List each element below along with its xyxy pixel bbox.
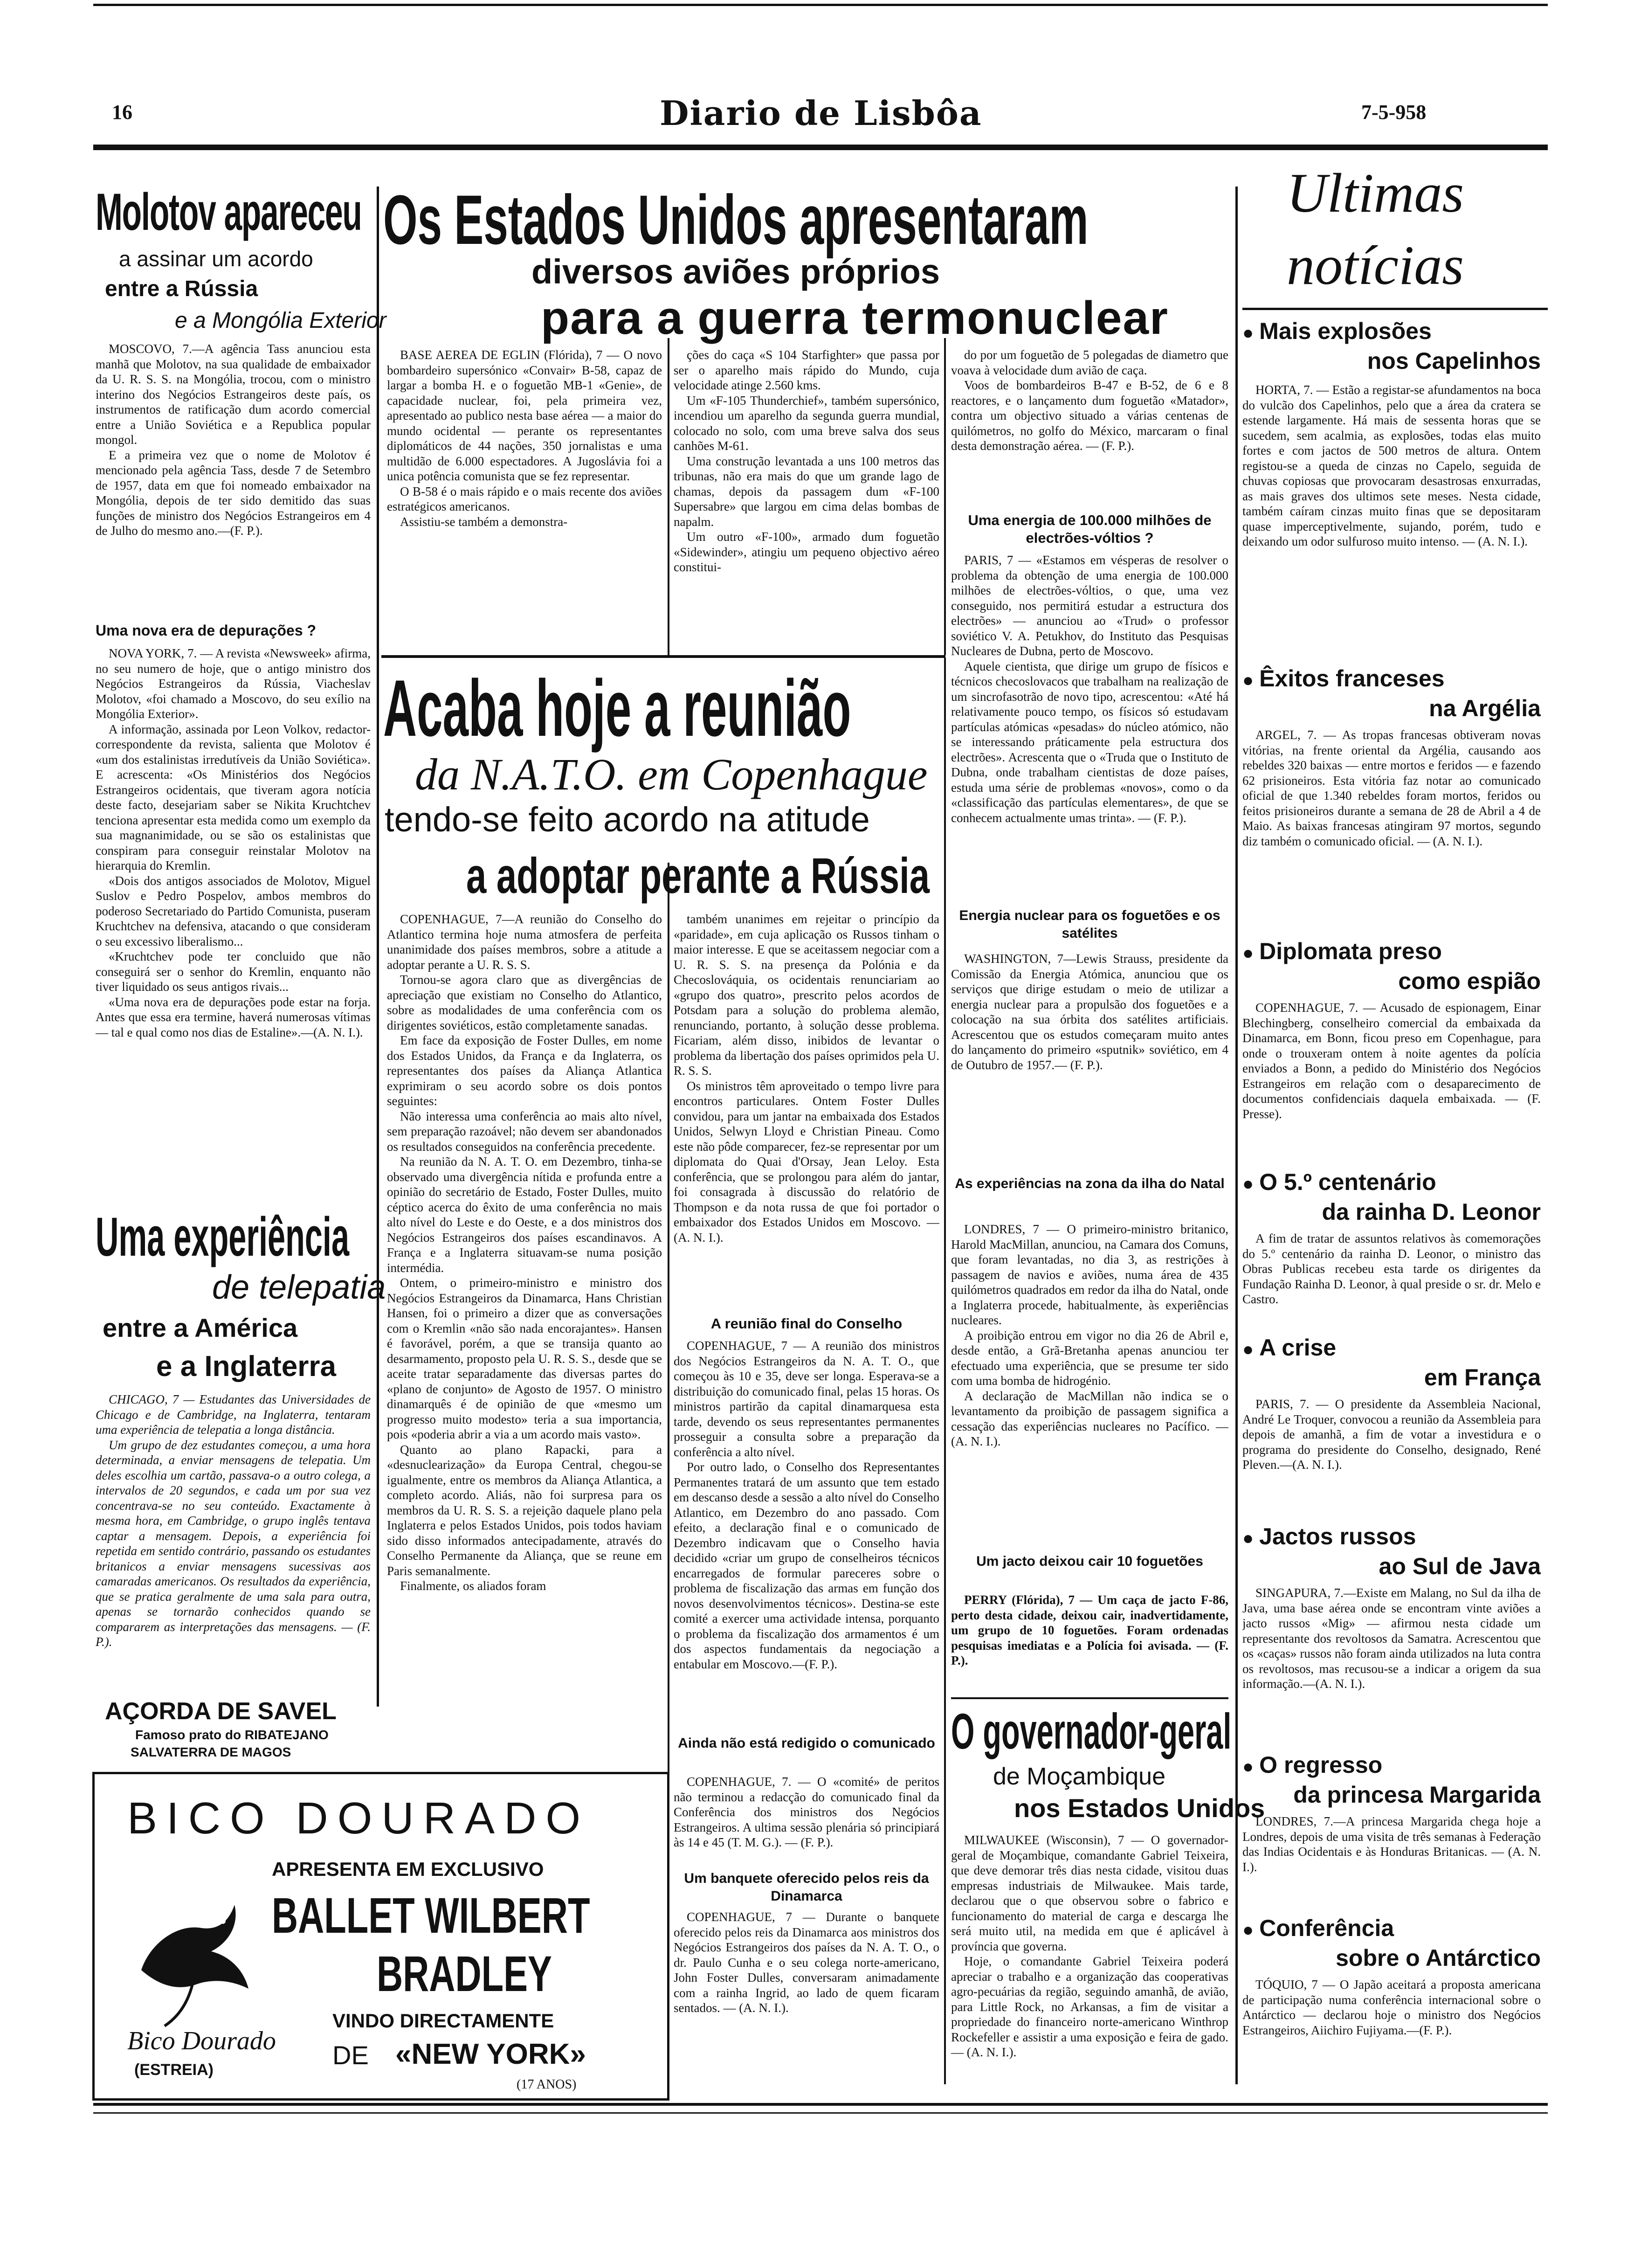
paragraph: Aquele cientista, que dirige um grupo de físicos e técnicos checoslovacos que trabalham na realização de um sincrofasotrão de novo tipo, acrescentou: «Até há relativamente pouco tempo, os físicos só estudavam partículas atómicas «pesadas» do núcleo atómico, não se interessando práticamente pela estructura dos electrões». Acrescenta que o «Truda que o Instituto de Dubna, onde trabalham cientistas de doze países, estuda uma série de problemas «novos», como o da «classificação das partículas elementares», de que se conhecem actualmente umas trinta». — (F. P.). (951, 659, 1228, 825)
column-rule (668, 863, 669, 1823)
paragraph: MILWAUKEE (Wisconsin), 7 — O governador-geral de Moçambique, comandante Gabriel Teixeira, que deve demorar três dias nesta cidade, visitou duas empresas industriais de Milwaukee. Mais tarde, declarou que o que observou sobre o fabrico e funcionamento do material de carga e descarga lhe será muito util, na medida em que é aplicável à província que governa. (951, 1833, 1228, 1953)
paragraph: COPENHAGUE, 7. — Acusado de espionagem, Einar Blechingberg, conselheiro comercial da embaixada da Dinamarca, em Bonn, ficou preso em Copenhague, para onde o trouxeram ontem à noite agentes da polícia enviados a Bonn, a pedido do Ministério dos Negócios Estrangeiros em relação com o desaparecimento de documentos confidenciais daquela embaixada. — (F. Presse). (1242, 1001, 1541, 1121)
news-heading (1242, 1334, 1541, 1391)
bullet-icon: ● (1242, 1174, 1254, 1194)
bico-dourado-ad (92, 1772, 669, 2101)
bico-ad-newyork: «NEW YORK» (395, 2038, 586, 2070)
telepatia-body (96, 1392, 371, 1672)
molotov-deck-1: a assinar um acordo (119, 247, 313, 271)
molotov-deck-2: entre a Rússia (105, 277, 258, 301)
paragraph: Quanto ao plano Rapacki, para a «desnuclearização» da Europa Central, chegou-se igualmente, entre os membros da Aliança Atlantica, a completo acordo. Aliás, não foi surpresa para os membros da U. R. S. S. a rejeição daquele plano pela Inglaterra e pelos Estados Unidos, pois todos haviam sido disso informados antecipadamente, através do Conselho Permanente da Aliança, que se reune em Paris semanalmente. (387, 1442, 662, 1578)
molotov-body (96, 341, 371, 607)
paragraph: Os ministros têm aproveitado o tempo livre para encontros particulares. Ontem Foster Dulles convidou, para um jantar na embaixada dos Estados Unidos, Selwyn Lloyd e Christian Pineau. Como este não pôde comparecer, fez-se representar por um diplomata do Quai d'Orsay, Jean Leloy. Esta conferência, que se prolongou para além do jantar, foi consagrada à discussão do relatório de Thompson e da nota russa de que foi portador o embaixador dos Estados Unidos em Moscovo. — (A. N. I.). (674, 1079, 939, 1245)
jacto-body (951, 1592, 1228, 1693)
natal-subhead: As experiências na zona da ilha do Natal (955, 1176, 1225, 1191)
paragraph: NOVA YORK, 7. — A revista «Newsweek» afirma, no seu numero de hoje, que o antigo ministro dos Negócios Estrangeiros da Rússia, Viacheslav Molotov, «foi chamado a Moscovo, do seu exílio na Mongólia Exterior». (96, 646, 371, 721)
paragraph: O B-58 é o mais rápido e o mais recente dos aviões estratégicos americanos. (387, 484, 662, 513)
paragraph: A fim de tratar de assuntos relativos às comemorações do 5.º centenário da rainha D. Leonor, o ministro das Obras Publicas recebeu esta tarde os dirigentes da Fundação Rainha D. Leonor, à qual preside o sr. dr. Melo e Castro. (1242, 1231, 1541, 1306)
paragraph: COPENHAGUE, 7—A reunião do Conselho do Atlantico termina hoje numa atmosfera de perfeita unanimidade dos países membros, sobre a atitude a adoptar perante a U. R. S. S. (387, 912, 662, 972)
paragraph: Tornou-se agora claro que as divergências de apreciação que existiam no Conselho do Atlantico, sobre as modalidades de uma conferência com os dirigentes soviéticos, estão completamente sanadas. (387, 973, 662, 1032)
news-body (1242, 1000, 1541, 1156)
nato-col-2d (674, 1909, 939, 2082)
eua-col-2 (674, 347, 939, 650)
energia-body (951, 553, 1228, 886)
savel-ad-line: SALVATERRA DE MAGOS (131, 1745, 291, 1759)
nato-col-2c (674, 1774, 939, 1867)
column-rule (944, 338, 946, 655)
telepatia-deck-3: e a Inglaterra (156, 1350, 336, 1383)
bullet-icon: ● (1242, 1920, 1254, 1940)
foguetoes-subhead: Energia nuclear para os foguetões e os satélites (959, 908, 1220, 941)
paragraph: Voos de bombardeiros B-47 e B-52, de 6 e 8 reactores, e o lançamento dum foguetão «Matador», contra um objectivo situado a várias centenas de quilómetros, no golfo do México, marcaram o final desta demonstração aérea. — (F. P.). (951, 378, 1228, 453)
news-heading-line: O 5.º centenário (1259, 1169, 1436, 1195)
nato-deck-1: da N.A.T.O. em Copenhague (415, 749, 928, 799)
nato-col-1 (387, 912, 662, 1774)
governador-body (951, 1832, 1228, 2080)
molotov-headline: Molotov apareceu (96, 183, 362, 241)
bullet-icon: ● (1242, 670, 1254, 691)
paragraph: Um grupo de dez estudantes começou, a uma hora determinada, a enviar mensagens de telepatia. Um deles escolhia um cartão, passava-o a outro colega, a intervalos de 20 segundos, e cada um por sua vez concentrava-se no seu conteúdo. Exactamente à mesma hora, em Cambridge, o grupo inglês tentava captar a mensagem. Depois, a experiência foi repetida em sentido contrário, passando os estudantes britanicos a enviar mensagens sucessivas aos camaradas americanos. Os resultados da experiência, que se pratica geralmente de uma sala para outra, apenas se tornarão conhecidos quando se compararem as interpretações das mensagens. — (F. P.). (96, 1438, 371, 1649)
savel-ad-title: AÇORDA DE SAVEL (105, 1698, 337, 1725)
bullet-icon: ● (1242, 1339, 1254, 1360)
issue-date: 7-5-958 (1361, 101, 1427, 124)
news-body (1242, 1977, 1541, 2084)
paragraph: Assistiu-se também a demonstra- (400, 514, 568, 529)
savel-ad-line: Famoso prato do RIBATEJANO (135, 1728, 329, 1742)
paragraph: Uma construção levantada a uns 100 metros das tribunas, não era mais do que um grande lago de chamas, depois da passagem dum «F-100 Supersabre» que largou em cima delas bombas de napalm. (674, 454, 939, 529)
bullet-icon: ● (1242, 1528, 1254, 1549)
news-heading-line: Conferência (1259, 1915, 1394, 1941)
top-rule (93, 4, 1548, 6)
paragraph: A proibição entrou em vigor no dia 26 de Abril e, desde então, a Grã-Bretanha apenas anunciou ter efectuado uma experiência, que se presume ter sido com uma bomba de hidrogénio. (951, 1328, 1228, 1388)
nato-headline: Acaba hoje a reunião (383, 664, 851, 753)
paragraph: MOSCOVO, 7.—A agência Tass anunciou esta manhã que Molotov, na sua qualidade de embaixador da U. R. S. S. na Mongólia, trocou, com o ministro interino dos Negócios Estrangeiros deste país, os instrumentos de ratificação dum acordo comercial entre a União Soviética e a Republica popular mongol. (96, 342, 371, 447)
telepatia-headline: Uma experiência (96, 1206, 350, 1268)
nato-deck-2: tendo-se feito acordo na atitude (385, 800, 870, 839)
natal-body (951, 1222, 1228, 1548)
eua-deck-2: para a guerra termonuclear (541, 292, 1169, 344)
paragraph: LONDRES, 7.—A princesa Margarida chega hoje a Londres, depois de uma visita de três semanas à Federação das Indias Ocidentais e às Honduras Britanicas. — (A. N. I.). (1242, 1814, 1541, 1874)
paragraph: A declaração de MacMillan não indica se o levantamento da proibição de passagem significa a cessação das experiências nucleares no Pacífico. — (A. N. I.). (951, 1389, 1228, 1448)
news-heading (1242, 1522, 1541, 1580)
news-body (1242, 382, 1541, 657)
news-heading-line: da rainha D. Leonor (1322, 1199, 1541, 1225)
paragraph: PARIS, 7 — «Estamos em vésperas de resolver o problema da obtenção de uma energia de 100.000 milhões de electrões-vóltios, o que, uma vez conseguido, nos permitirá estudar a estructura dos electrões» — anunciou ao «Trud» o professor soviético V. A. Petukhov, do Instituto das Pesquisas Nucleares de Dubna, perto de Moscovo. (951, 553, 1228, 658)
news-body (1242, 1231, 1541, 1334)
paragraph: Um outro «F-100», armado dum foguetão «Sidewinder», atingiu um pequeno objectivo aéreo constitui- (674, 530, 939, 574)
bico-ad-de: DE (332, 2040, 369, 2070)
news-heading-line: como espião (1398, 968, 1541, 994)
paragraph: COPENHAGUE, 7 — Durante o banquete oferecido pelos reis da Dinamarca aos ministros dos Negócios Estrangeiros dos países da N. A. T. O., o dr. Paulo Cunha e o seu colega norte-americano, John Foster Dulles, conversaram animadamente com a rainha Ingrid, ao lado de quem ficaram sentados. — (A. N. I.). (674, 1910, 939, 2015)
paragraph: WASHINGTON, 7—Lewis Strauss, presidente da Comissão da Energia Atómica, anunciou que os serviços que dirige estudam o meio de utilizar a energia nuclear para a propulsão dos foguetões e a colocação na sua órbita dos satélites artificiais. Acrescentou que os estudos começaram muito antes do lançamento do primeiro «sputnik» soviético, em 4 de Outubro de 1957.— (F. P.). (951, 952, 1228, 1072)
news-heading-line: O regresso (1259, 1752, 1383, 1778)
jacto-subhead: Um jacto deixou cair 10 foguetões (976, 1554, 1203, 1569)
paragraph: Não interessa uma conferência ao mais alto nível, sem preparação razoável; não devem ser abandonados os resultados conseguidos na conferência precedente. (387, 1109, 662, 1154)
bico-ad-logo-script: Bico Dourado (127, 2026, 276, 2055)
paragraph: COPENHAGUE, 7 — A reunião dos ministros dos Negócios Estrangeiros da N. A. T. O., que começou às 10 e 35, deve ser longa. Esperava-se a distribuição do comunicado final, pelas 15 horas. Os ministros partirão da capital dinamarquesa esta tarde, devendo os seus representantes permanentes prosseguir a consulta sobre a preparação da conferência a alto nível. (674, 1339, 939, 1459)
news-heading-line: em França (1424, 1364, 1541, 1390)
paragraph: Hoje, o comandante Gabriel Teixeira poderá apreciar o trabalho e a organização das cooperativas agro-pecuárias da região, seguindo amanhã, de avião, para Little Rock, no Arkansas, a fim de visitar a propriedade do financeiro norte-americano Winthrop Rockefeller e assistir a uma exposição e feira de gado. — (A. N. I.). (951, 1954, 1228, 2059)
paragraph: Finalmente, os aliados foram (400, 1579, 546, 1593)
eua-col-1 (387, 347, 662, 650)
molotov-subhead: Uma nova era de depurações ? (96, 622, 317, 639)
paragraph: COPENHAGUE, 7. — O «comité» de peritos não terminou a redacção do comunicado final da Conferência dos ministros dos Negócios Estrangeiros. A ultima sessão plenária só principiará às 14 e 45 (T. M. G.). — (F. P.). (674, 1775, 939, 1849)
ultimas-title-2: notícias (1287, 234, 1464, 296)
paragraph: «Kruchtchev pode ter concluido que não conseguirá ser o senhor do Kremlin, enquanto não tiver liquidado os seus antigos rivais... (96, 949, 371, 994)
eua-col-3 (951, 347, 1228, 508)
bico-ad-vindo: VINDO DIRECTAMENTE (332, 2010, 554, 2032)
paragraph: TÓQUIO, 7 — O Japão aceitará a proposta americana de participação numa conferência internacional sobre o Antárctico — declarou hoje o ministro dos Negócios Estrangeiros, Aiichiro Fujiyama.—(F. P.). (1242, 1978, 1541, 2037)
column-rule (668, 338, 669, 655)
paragraph: CHICAGO, 7 — Estudantes das Universidades de Chicago e de Cambridge, na Inglaterra, tentaram uma experiência de telepatia a longa distância. (96, 1392, 371, 1437)
column-rule (377, 187, 379, 1707)
eua-headline: Os Estados Unidos apresentaram (383, 180, 1089, 259)
foguetoes-body (951, 951, 1228, 1170)
paragraph: SINGAPURA, 7.—Existe em Malang, no Sul da ilha de Java, uma base aérea onde se encontram vinte aviões a jacto russos «Mig» — afirmou nesta cidade um representante dos revoltosos da Samatra. Acrescentou que os «caças» russos não foram ainda utilizados na luta contra os revoltosos, mas recusou-se a indicar a origem da sua informação.—(A. N. I.). (1242, 1586, 1541, 1691)
telepatia-deck-2: entre a América (103, 1313, 298, 1342)
bico-ad-title: BICO DOURADO (127, 1793, 590, 1843)
news-heading-line: Jactos russos (1259, 1523, 1416, 1549)
paragraph: do por um foguetão de 5 polegadas de diametro que voava à velocidade dum avião de caça. (951, 348, 1228, 377)
bico-ad-estreia: (ESTREIA) (134, 2061, 214, 2079)
nato-deck-3: a adoptar perante a Rússia (466, 847, 930, 904)
paragraph: «Dois dos antigos associados de Molotov, Miguel Suslov e Pedro Pospelov, ambos membros do poderoso Secretariado do Partido Comunista, puseram Kruchtchev na defensiva, atacando o que consideram o seu excessivo liberalismo... (96, 873, 371, 948)
news-body (1242, 1585, 1541, 1744)
governador-deck-2: nos Estados Unidos (1014, 1793, 1265, 1823)
paragraph: Um «F-105 Thunderchief», também supersónico, incendiou um aparelho da segunda guerra mundial, colocado no solo, com uma breve salva dos seus canhões M-61. (674, 393, 939, 453)
bullet-icon: ● (1242, 323, 1254, 343)
news-heading-line: sobre o Antárctico (1336, 1945, 1541, 1971)
paragraph: Ontem, o primeiro-ministro e ministro dos Negócios Estrangeiros da Dinamarca, Hans Christian Hansen, foi o primeiro a dizer que as conversações com o Kremlin «não são nada encorajantes». Hansen é favorável, porém, a que se transija quanto ao desarmamento, proposto pela U. R. S. S., desde que se aceite tratar separadamente das diversas partes do «plano de conjunto» de Agosto de 1957. O ministro dinamarquês é de opinião de que «mesmo um progresso muito modesto» teria a sua importancia, pois «poderia abrir a via a um acordo mais vasto». (387, 1276, 662, 1441)
governador-headline: O governador-geral (951, 1703, 1232, 1759)
telepatia-deck-1: de telepatia (212, 1269, 386, 1306)
bottom-rule (93, 2103, 1548, 2106)
news-heading-line: da princesa Margarida (1293, 1782, 1541, 1808)
news-body (1242, 1397, 1541, 1518)
column-rule (944, 657, 946, 2084)
paragraph: A informação, assinada por Leon Volkov, redactor-correspondente da revista, salienta que Molotov é «um dos estalinistas irredutíveis da União Soviética». E acrescenta: «Os Ministérios dos Negócios Estrangeiros ocidentais, que tiveram agora notícia deste facto, desejariam saber se Nikita Kruchtchev tenciona apresentar esta medida como um exemplo da sua magnanimidade, ou se são os estalinistas que conspiram para conseguir reinstalar Molotov na hierarquia do Kremlin. (96, 722, 371, 872)
paragraph: Em face da exposição de Foster Dulles, em nome dos Estados Unidos, da França e da Inglaterra, os representantes dos países da Aliança Atlantica exprimiram o seu acordo sobre os dois pontos seguintes: (387, 1033, 662, 1108)
news-body (1242, 1814, 1541, 1912)
news-heading (1242, 1751, 1541, 1809)
energia-subhead: Uma energia de 100.000 milhões de electrões-vóltios ? (968, 512, 1212, 546)
news-heading (1242, 664, 1541, 722)
masthead-rule (93, 145, 1548, 150)
paragraph: também unanimes em rejeitar o princípio da «paridade», em cuja aplicação os Russos tinham o maior interesse. E que se aceitassem negociar com a U. R. S. S. na presença da Polónia e da Checoslováquia, os ocidentais renunciariam ao «grupo dos quatro», prescrito pelos acordos de Potsdam para a solução do problema alemão, renunciando, portanto, à solução desse problema. Ficariam, além disso, inibidos de levantar o problema da libertação dos países oprimidos pela U. R. S. S. (674, 912, 939, 1078)
paragraph: Por outro lado, o Conselho dos Representantes Permanentes tratará de um assunto que tem estado em descanso desde a sessão a alto nível do Conselho Atlantico, em Dezembro do ano passado. Com efeito, a declaração final e o comunicado de Dezembro indicavam que o Conselho havia decidido «criar um grupo de conselheiros técnicos encarregados de formular pareceres sobre o problema de fiscalização das armas em função dos novos desenvolvimentos técnicos». Destina-se este comité a exercer uma actividade intensa, porquanto o problema da fiscalização dos armamentos é um dos aspectos fundamentais da negociação a entabular em Moscovo.—(F. P.). (674, 1460, 939, 1671)
paragraph: BASE AEREA DE EGLIN (Flórida), 7 — O novo bombardeiro supersónico «Convair» B-58, capaz de largar a bomba H. e o foguetão MB-1 «Genie», de capacidade nuclear, foi, pela primeira vez, apresentado ao publico nesta base aérea — a maior do mundo ocidental — perante os representantes diplomáticos de 44 nações, 350 jornalistas e uma multidão de 6.000 espectadores. A Jugoslávia foi a unica potência comunista que se fez representar. (387, 348, 662, 483)
news-heading-line: na Argélia (1429, 695, 1541, 721)
bullet-icon: ● (1242, 1756, 1254, 1777)
news-heading-line: nos Capelinhos (1367, 348, 1541, 374)
bottom-rule (93, 2112, 1548, 2114)
nato-subhead-final: A reunião final do Conselho (710, 1315, 903, 1332)
page-number: 16 (112, 101, 132, 124)
news-heading (1242, 1168, 1541, 1226)
paragraph: PERRY (Flórida), 7 — Um caça de jacto F-86, perto desta cidade, deixou cair, inadvertidamente, um grupo de 10 foguetões. Foram ordenadas pesquisas imediatas e a Polícia foi avisada. — (F. P.). (951, 1593, 1228, 1667)
paragraph: PARIS, 7. — O presidente da Assembleia Nacional, André Le Troquer, convocou a reunião da Assembleia para depois de amanhã, a fim de votar a investidura e o programa do presidente do Conselho, designado, René Pleven.—(A. N. I.). (1242, 1397, 1541, 1472)
news-body (1242, 727, 1541, 933)
news-heading (1242, 317, 1541, 375)
nato-col-2b (674, 1338, 939, 1735)
paragraph: HORTA, 7. — Estão a registar-se afundamentos na boca do vulcão dos Capelinhos, pelo que a área da cratera se estende largamente. Há mais de sessenta horas que se sucedem, sem acalmia, as explosões, todas elas muito fortes e com jactos de 500 metros de altura. Ontem registou-se a queda de cinzas no Capelo, seguida de chuvas copiosas que provocaram desastrosas enxurradas, as mais graves dos ultimos sete meses. Nesta cidade, também caíram cinzas muito finas que se depositaram quase imperceptivelmente, sujando, porém, tudo e deixando um odor sulfuroso muito intenso. — (A. N. I.). (1242, 383, 1541, 548)
bullet-icon: ● (1242, 943, 1254, 963)
news-heading-line: Êxitos franceses (1259, 665, 1445, 691)
bico-ad-presents: APRESENTA EM EXCLUSIVO (272, 1858, 544, 1880)
section-rule (381, 655, 945, 658)
nato-col-2 (674, 912, 939, 1313)
bico-ad-ballet: BALLET WILBERT (272, 1887, 590, 1943)
paragraph: ções do caça «S 104 Starfighter» que passa por ser o aparelho mais rápido do Mundo, cuja velocidade atinge 2.560 kms. (674, 348, 939, 392)
bico-ad-bradley: BRADLEY (377, 1945, 552, 2002)
news-heading-line: A crise (1259, 1335, 1337, 1361)
news-heading (1242, 1914, 1541, 1972)
news-heading (1242, 937, 1541, 995)
news-heading-line: Mais explosões (1259, 318, 1432, 344)
paragraph: ARGEL, 7. — As tropas francesas obtiveram novas vitórias, na frente oriental da Argélia, causando aos rebeldes 320 baixas — entre mortos e feridos — e fazendo 62 prisioneiros. Esta vitória faz notar ao comunicado oficial de que 1.340 rebeldes foram mortos, feridos ou feitos prisioneiros durante a semana de 28 de Abril a 4 de Maio. As baixas francesas atingiram 97 mortos, segundo diz também o comunicado oficial. — (A. N. I.). (1242, 728, 1541, 848)
paragraph: E a primeira vez que o nome de Molotov é mencionado pela agência Tass, desde 7 de Setembro de 1957, data em que foi nomeado embaixador na Mongólia, depois de ter sido demitido das suas funções de ministro dos Negócios Estrangeiros em 4 de Julho do mesmo ano.—(F. P.). (96, 448, 371, 538)
paragraph: «Uma nova era de depurações pode estar na forja. Antes que essa era termine, haverá numerosas vítimas — tal e qual como nos dias de Estaline».—(A. N. I.). (96, 995, 371, 1039)
bico-ad-age: (17 ANOS) (517, 2077, 577, 2092)
nato-subhead-banquete: Um banquete oferecido pelos reis da Dinamarca (684, 1871, 929, 1904)
newspaper-title: Diario de Lisbôa (660, 93, 982, 133)
paragraph: LONDRES, 7 — O primeiro-ministro britanico, Harold MacMillan, anunciou, na Camara dos Comuns, que foram levantadas, no dia 3, as restrições à passagem de navios e aviões, numa área de 435 quilómetros quadrados em redor da ilha do Natal, onde a Inglaterra procede, habitualmente, às experiências nucleares. (951, 1222, 1228, 1327)
section-rule (951, 1697, 1228, 1699)
section-rule (1242, 308, 1548, 310)
eua-deck-1: diversos aviões próprios (531, 252, 940, 291)
paragraph: Na reunião da N. A. T. O. em Dezembro, tinha-se observado uma divergência nítida e profunda entre a opinião do secretário de Estado, Foster Dulles, muito céptico acerca do êxito de uma conferência no mais alto nível do Leste e do Oeste, e a dos ministros dos Negócios Estrangeiros dos países escandinavos. A França e a Inglaterra situavam-se numa posição intermédia. (387, 1155, 662, 1275)
ultimas-title-1: Ultimas (1287, 162, 1464, 224)
governador-deck-1: de Moçambique (993, 1763, 1165, 1790)
news-heading-line: ao Sul de Java (1379, 1553, 1541, 1579)
molotov-deck-3: e a Mongólia Exterior (175, 308, 386, 333)
news-heading-line: Diplomata preso (1259, 938, 1442, 964)
nato-subhead-comunicado: Ainda não está redigido o comunicado (678, 1736, 935, 1751)
